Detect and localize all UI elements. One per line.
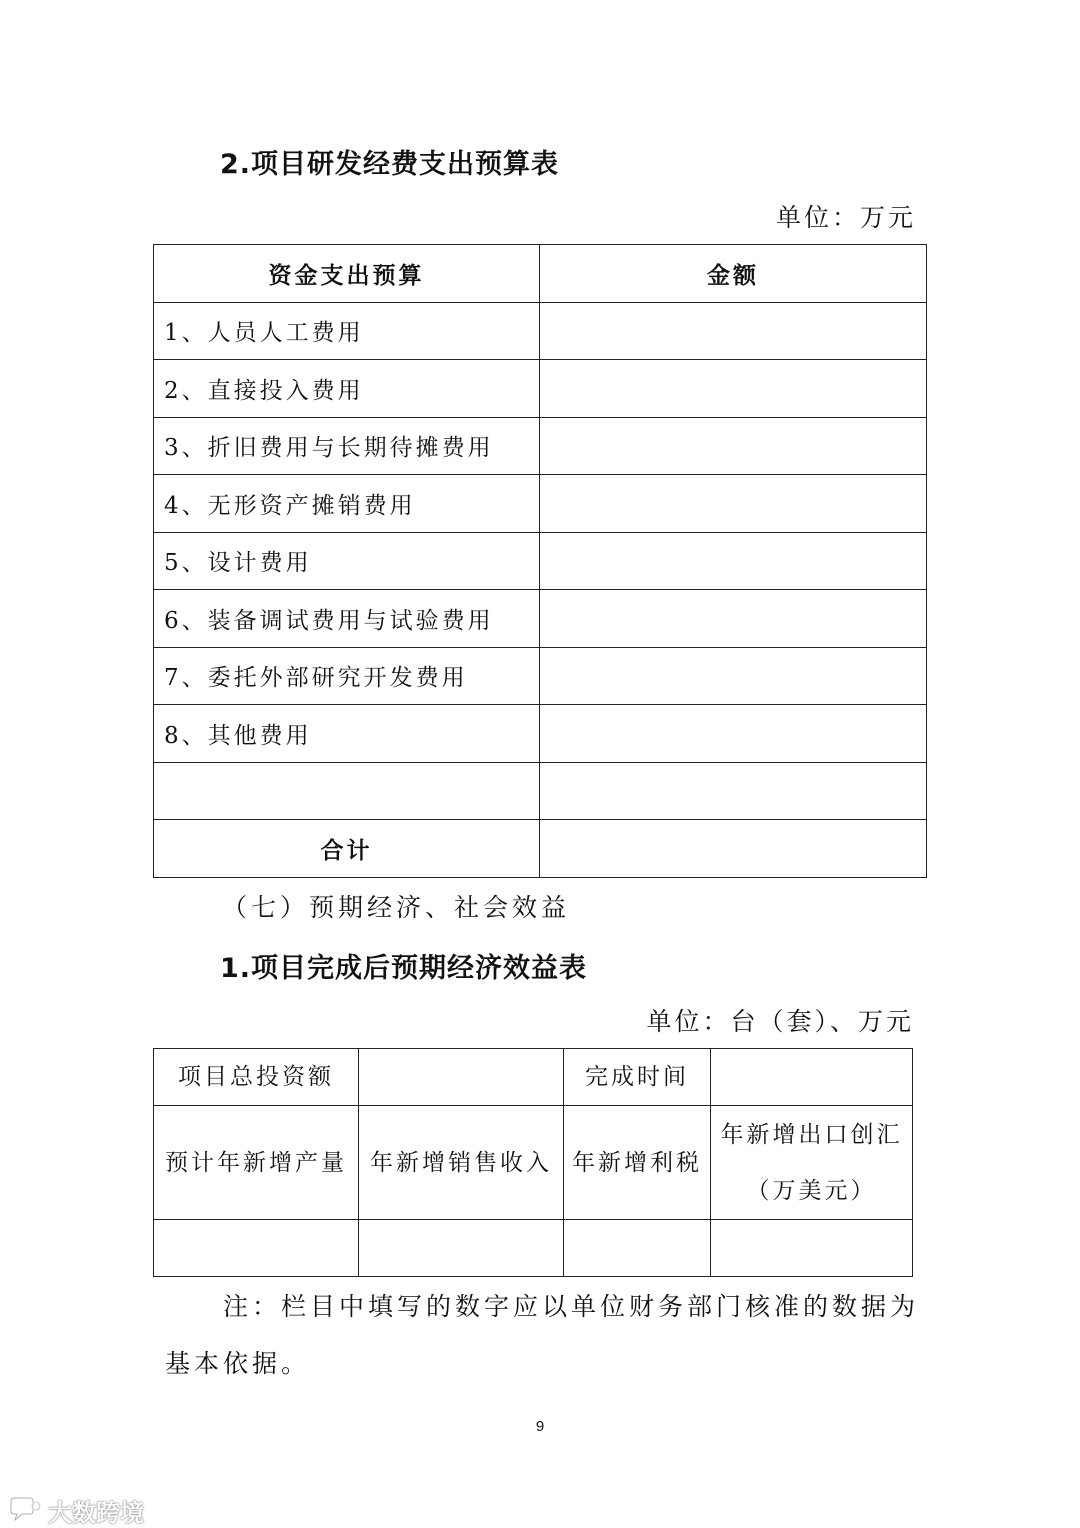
total-amount-cell xyxy=(540,820,927,878)
watermark-text: 大数跨境 xyxy=(48,1499,144,1527)
sales-value xyxy=(359,1220,564,1277)
amount-cell xyxy=(540,417,927,475)
footnote: 注：栏目中填写的数字应以单位财务部门核准的数据为基本依据。 xyxy=(165,1292,920,1378)
amount-cell xyxy=(540,762,927,820)
table-header-row xyxy=(154,245,927,303)
table-row xyxy=(154,762,927,820)
section-title-economic-benefits: 1.项目完成后预期经济效益表 xyxy=(220,953,588,984)
row-label: 7、委托外部研究开发费用 xyxy=(154,647,540,705)
amount-cell xyxy=(540,302,927,360)
annual-export-label xyxy=(711,1106,913,1220)
watermark xyxy=(10,1493,144,1528)
annual-export-label-line1: 年新增出口创汇 xyxy=(720,1121,903,1148)
total-label: 合计 xyxy=(154,820,540,878)
row-label: 8、其他费用 xyxy=(154,705,540,763)
table-row xyxy=(154,475,927,533)
annual-profit-tax-label: 年新增利税 xyxy=(564,1106,711,1220)
table-row xyxy=(154,360,927,418)
table-row xyxy=(154,590,927,648)
amount-cell xyxy=(540,360,927,418)
table-row xyxy=(154,1106,913,1220)
table-row xyxy=(154,705,927,763)
page-number: 9 xyxy=(535,1418,545,1435)
table1-unit: 单位：万元 xyxy=(775,203,916,232)
completion-time-value xyxy=(711,1049,913,1106)
amount-cell xyxy=(540,705,927,763)
amount-cell xyxy=(540,475,927,533)
table-row xyxy=(154,532,927,590)
annual-export-label-line2: （万美元） xyxy=(746,1177,877,1204)
total-row xyxy=(154,820,927,878)
table2-unit: 单位：台（套）、万元 xyxy=(646,1007,914,1036)
table-row xyxy=(154,302,927,360)
speech-bubble-logo-icon xyxy=(10,1495,44,1527)
row-label: 2、直接投入费用 xyxy=(154,360,540,418)
table-row xyxy=(154,1049,913,1106)
section-title-budget: 2.项目研发经费支出预算表 xyxy=(220,149,560,180)
header-budget-item: 资金支出预算 xyxy=(154,245,540,303)
row-label: 4、无形资产摊销费用 xyxy=(154,475,540,533)
export-value xyxy=(711,1220,913,1277)
economic-benefit-table xyxy=(153,1048,913,1277)
amount-cell xyxy=(540,590,927,648)
row-label: 5、设计费用 xyxy=(154,532,540,590)
annual-sales-label: 年新增销售收入 xyxy=(359,1106,564,1220)
row-label: 3、折旧费用与长期待摊费用 xyxy=(154,417,540,475)
output-value xyxy=(154,1220,359,1277)
total-investment-value xyxy=(359,1049,564,1106)
row-label: 1、人员人工费用 xyxy=(154,302,540,360)
total-investment-label: 项目总投资额 xyxy=(154,1049,359,1106)
table-row xyxy=(154,417,927,475)
budget-table xyxy=(153,244,927,878)
completion-time-label: 完成时间 xyxy=(564,1049,711,1106)
section-heading-benefits: （七）预期经济、社会效益 xyxy=(222,893,571,922)
header-amount: 金额 xyxy=(540,245,927,303)
amount-cell xyxy=(540,647,927,705)
table-row xyxy=(154,647,927,705)
row-label: 6、装备调试费用与试验费用 xyxy=(154,590,540,648)
table-row xyxy=(154,1220,913,1277)
row-label-empty xyxy=(154,762,540,820)
amount-cell xyxy=(540,532,927,590)
profit-tax-value xyxy=(564,1220,711,1277)
annual-output-label: 预计年新增产量 xyxy=(154,1106,359,1220)
